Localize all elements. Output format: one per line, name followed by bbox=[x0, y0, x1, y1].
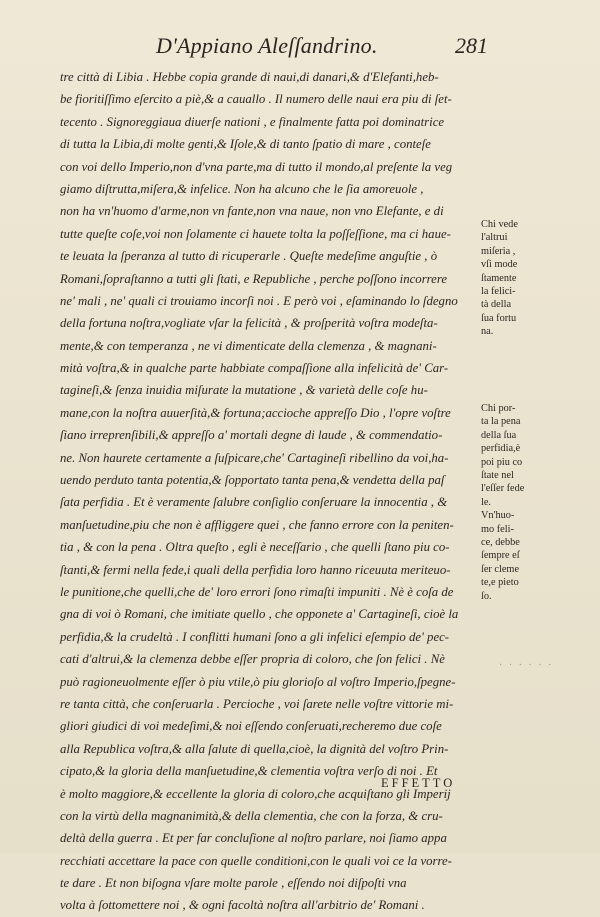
text-line: può ragioneuolmente eſſer ò piu vtile,ò piu glorioſo al voſtro Imperio,ſpegne- bbox=[60, 674, 456, 689]
text-line: ſtanti,& fermi nella fede,i quali della perfidia loro hanno riceuuta meriteuo- bbox=[60, 562, 451, 577]
margin-note-line: ſtamente bbox=[481, 272, 517, 284]
text-line: giamo diſtrutta,miſera,& infelice. Non ha alcuno che le ſia amoreuole , bbox=[60, 181, 424, 196]
margin-note-line: vſi mode bbox=[481, 259, 518, 271]
margin-note-line: ſtate nel bbox=[481, 470, 514, 482]
text-line: be fioritiſſimo eſercito a piè,& a cauallo . Il numero delle naui era piu di ſet- bbox=[60, 92, 452, 107]
text-line: ne' mali , ne' quali ci trouiamo incorſi noi . E però voi , eſaminando lo ſdegno bbox=[60, 293, 458, 308]
text-line: Romani,ſopraſtanno a tutti gli ſtati, e Republiche , perche poſſono incorrere bbox=[60, 271, 448, 286]
text-line: recchiati accettare la pace con quelle conditioni,con le quali voi ce la vorre- bbox=[60, 853, 452, 868]
margin-note-line: le. bbox=[481, 496, 492, 508]
text-line: le punitione,che quelli,che de' loro errori ſono rimaſti impuniti . Nè è coſa de bbox=[60, 584, 454, 599]
running-head-title: D'Appiano Aleſſandrino. bbox=[156, 33, 378, 58]
margin-note-line: l'eſſer fede bbox=[481, 483, 525, 495]
text-line: manſuetudine,piu che non è affliggere quei , che fanno errore con la peniten- bbox=[60, 517, 454, 532]
text-line: tagineſi,& ſenza inuidia miſurate la mutatione , & varietà delle coſe hu- bbox=[60, 383, 428, 398]
margin-note-line: mo feli- bbox=[481, 523, 514, 535]
margin-note-line: ſer cleme bbox=[481, 563, 520, 575]
margin-note-line: miſeria , bbox=[481, 245, 516, 257]
text-line: cati d'altrui,& la clemenza debbe eſſer propria di coloro, che ſon felici . Nè bbox=[60, 652, 445, 667]
text-line: tia , & con la pena . Oltra queſto , egli è neceſſario , che quelli ſtano piu co- bbox=[60, 540, 450, 555]
text-line: tre città di Libia . Hebbe copia grande di naui,di danari,& d'Elefanti,heb- bbox=[60, 70, 439, 84]
page-number: 281 bbox=[455, 33, 488, 58]
margin-note-line: la felici- bbox=[481, 286, 516, 298]
text-line: ne. Non haurete certamente a ſuſpicare,che' Cartagineſi ribellino da voi,ha- bbox=[60, 450, 449, 465]
margin-note-line: na. bbox=[481, 326, 494, 338]
text-line: è molto maggiore,& eccellente la gloria di coloro,che acquiſtano gli Imperij bbox=[60, 786, 451, 801]
text-line: mità voſtra,& in qualche parte habbiate compaſſione alla infelicità de' Car- bbox=[60, 361, 449, 376]
margin-note-line: poi piu co bbox=[481, 456, 523, 468]
margin-note-line: ſo. bbox=[481, 590, 492, 602]
text-line: cipato,& la gloria della manſuetudine,& clementia voſtra verſo di noi . Et bbox=[60, 764, 438, 779]
text-line: non ha vn'huomo d'arme,non vn fante,non vna naue, non vno Elefante, e di bbox=[60, 204, 444, 219]
margin-note-line: ſua fortu bbox=[481, 312, 517, 324]
text-line: della fortuna noſtra,vogliate vſar la felicità , & proſperità voſtra modeſta- bbox=[60, 316, 438, 331]
margin-note-line: l'altrui bbox=[481, 232, 508, 244]
text-line: mane,con la noſtra auuerſità,& fortuna;accioche appreſſo Dio , l'opre voſtre bbox=[60, 405, 451, 420]
faint-bleed-through-mark: · · · · · · bbox=[499, 660, 554, 671]
text-line: te dare . Et non biſogna vſare molte parole , eſſendo noi diſpoſti vna bbox=[60, 876, 407, 891]
margin-note-line: ta la pena bbox=[481, 416, 521, 428]
margin-note-line: perfidia,è bbox=[481, 443, 521, 455]
text-line: tutte queſte coſe,voi non ſolamente ci hauete tolta la poſſeſſione, ma ci haue- bbox=[60, 226, 451, 241]
text-line: mente,& con temperanza , ne vi dimenticate della clemenza , & magnani- bbox=[60, 338, 437, 353]
margin-note-line: ce, debbe bbox=[481, 537, 520, 549]
text-line: con voi dello Imperio,non d'vna parte,ma di tutto il mondo,al preſente la veg bbox=[60, 159, 453, 174]
margin-note-line: Chi por- bbox=[481, 403, 516, 414]
text-line: alla Republica voſtra,& alla ſalute di quella,cioè, la dignità del voſtro Prin- bbox=[60, 741, 449, 756]
text-line: di tutta la Libia,di molte genti,& Iſole,& di tanto ſpatio di mare , conteſe bbox=[60, 137, 431, 152]
text-line: ſiano irreprenſibili,& appreſſo a' mortali degne di laude , & commendatio- bbox=[60, 428, 443, 443]
margin-note-2 bbox=[481, 402, 535, 603]
text-line: con la virtù della magnanimità,& della clementia, che con la forza, & cru- bbox=[60, 808, 443, 823]
margin-note-line: Chi vede bbox=[481, 219, 518, 230]
text-line: ſata perfidia . Et è veramente ſalubre conſiglio conſeruare la innocentia , & bbox=[60, 495, 448, 510]
text-line: gliori giudici di voi medeſimi,& noi eſſendo conſeruati,recheremo due coſe bbox=[60, 719, 442, 734]
margin-note-line: ſempre eſ bbox=[481, 550, 520, 562]
margin-note-line: della ſua bbox=[481, 429, 517, 441]
text-line: tecento . Signoreggiaua diuerſe nationi , e finalmente fatta poi dominatrice bbox=[60, 114, 445, 129]
margin-note-line: Vn'huo- bbox=[481, 510, 515, 522]
margin-note-line: te,e pieto bbox=[481, 577, 519, 589]
margin-note-line: tà della bbox=[481, 299, 512, 311]
catchword: EFFETTO bbox=[381, 776, 456, 790]
text-line: re tanta città, che conſeruarla . Percioche , voi ſarete nelle voſtre vittorie mi- bbox=[60, 696, 454, 711]
text-line: uendo perduto tanta potentia,& ſopportato tanta pena,& vendetta della paſ bbox=[60, 473, 445, 488]
text-line: volta à ſottomettere noi , & ogni facoltà noſtra all'arbitrio de' Romani . bbox=[60, 898, 425, 913]
text-line: deltà della guerra . Et per far concluſione al noſtro parlare, noi ſiamo appa bbox=[60, 831, 447, 846]
text-line: perfidia,& la crudeltà . I conflitti humani ſono a gli infelici eſempio de' pec- bbox=[60, 629, 450, 644]
text-line: te leuata la ſperanza al tutto di ricuperarle . Queſte medeſime anguſtie , ò bbox=[60, 249, 438, 264]
margin-note-1 bbox=[481, 218, 535, 339]
text-line: gna di voi ò Romani, che imitiate quello , che opponete a' Cartagineſi, cioè la bbox=[60, 607, 459, 622]
